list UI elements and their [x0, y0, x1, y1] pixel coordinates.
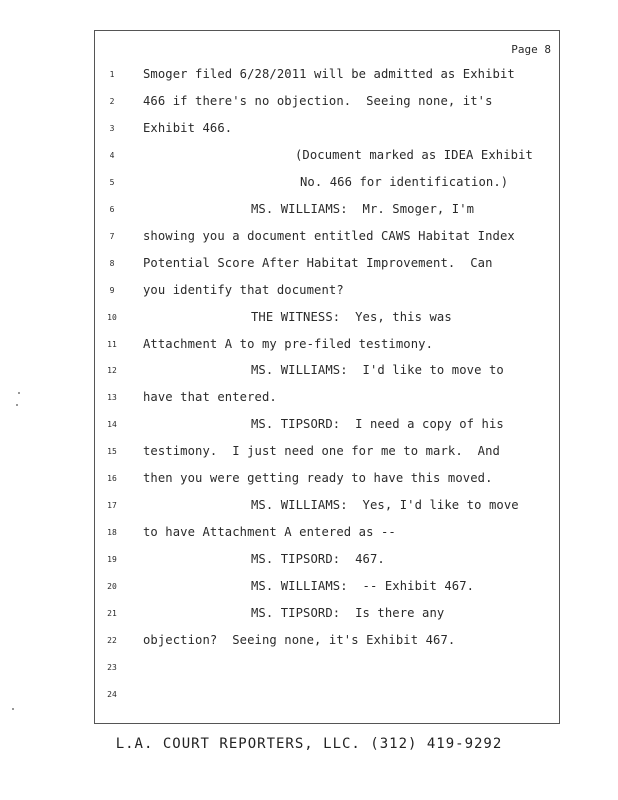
line-number: 6 [109, 204, 115, 214]
line-number: 21 [107, 609, 117, 618]
transcript-line [95, 687, 561, 707]
transcript-line [95, 310, 561, 330]
line-number: 3 [109, 123, 115, 133]
transcript-line [95, 94, 561, 114]
transcript-line [95, 525, 561, 545]
transcript-line [95, 660, 561, 680]
line-text: THE WITNESS: Yes, this was [251, 309, 452, 324]
scan-speck [18, 392, 20, 394]
line-number: 23 [107, 662, 117, 672]
transcript-line [95, 471, 561, 491]
line-number: 19 [107, 555, 117, 565]
line-number: 24 [107, 689, 117, 699]
transcript-line [95, 256, 561, 276]
line-text: testimony. I just need one for me to mark. And [143, 444, 500, 459]
page-number: Page 8 [511, 43, 551, 56]
line-text: objection? Seeing none, it's Exhibit 467. [143, 632, 456, 647]
transcript-line [95, 337, 561, 357]
reporter-footer: L.A. COURT REPORTERS, LLC. (312) 419-9292 [115, 736, 503, 752]
line-text: MS. WILLIAMS: Mr. Smoger, I'm [251, 201, 475, 216]
scan-speck [12, 708, 14, 710]
transcript-line [95, 417, 561, 437]
line-text: MS. WILLIAMS: I'd like to move to [251, 363, 504, 378]
line-text: MS. TIPSORD: Is there any [251, 606, 445, 620]
line-number: 17 [107, 501, 117, 511]
line-number: 18 [107, 528, 117, 538]
line-number: 8 [109, 258, 115, 268]
transcript-line [95, 67, 561, 87]
transcript-line [95, 606, 561, 626]
line-text: Exhibit 466. [143, 120, 233, 135]
transcript-line [95, 444, 561, 464]
transcript-line [95, 175, 561, 195]
line-text: MS. WILLIAMS: -- Exhibit 467. [251, 579, 475, 594]
transcript-line [95, 283, 561, 303]
transcript-line [95, 148, 561, 168]
line-text: (Document marked as IDEA Exhibit [295, 147, 533, 162]
line-number: 1 [109, 70, 115, 79]
line-number: 12 [107, 366, 117, 376]
line-text: have that entered. [143, 390, 277, 405]
line-number: 22 [107, 635, 117, 645]
transcript-line [95, 498, 561, 518]
line-text: you identify that document? [143, 282, 344, 297]
line-number: 2 [109, 96, 115, 106]
transcript-line [95, 579, 561, 599]
transcript-line [95, 229, 561, 249]
line-text: to have Attachment A entered as -- [143, 525, 396, 540]
line-number: 15 [107, 447, 117, 457]
line-text: MS. TIPSORD: 467. [251, 552, 385, 567]
transcript-page [94, 30, 560, 724]
scan-speck [16, 404, 18, 406]
transcript-line [95, 202, 561, 222]
transcript-line [95, 121, 561, 141]
line-number: 16 [107, 474, 117, 484]
transcript-line [95, 363, 561, 383]
line-number: 14 [107, 420, 117, 430]
line-number: 7 [109, 231, 115, 241]
line-number: 11 [107, 339, 117, 349]
line-text: MS. TIPSORD: I need a copy of his [251, 417, 504, 432]
line-text: MS. WILLIAMS: Yes, I'd like to move [251, 498, 519, 513]
transcript-line [95, 390, 561, 410]
line-text: Attachment A to my pre-filed testimony. [143, 336, 434, 351]
transcript-line [95, 552, 561, 572]
transcript-line [95, 633, 561, 653]
line-text: Smoger filed 6/28/2011 will be admitted as Exhibit [143, 67, 515, 81]
line-number: 5 [109, 177, 115, 187]
line-text: 466 if there's no objection. Seeing none, it's [143, 93, 493, 108]
line-number: 10 [107, 312, 117, 322]
line-text: then you were getting ready to have this moved. [143, 471, 493, 486]
line-text: showing you a document entitled CAWS Habitat Index [143, 228, 515, 243]
line-number: 13 [107, 393, 117, 403]
line-text: Potential Score After Habitat Improvement. Can [143, 255, 493, 270]
line-number: 4 [109, 150, 115, 160]
line-number: 20 [107, 582, 117, 592]
line-number: 9 [109, 285, 115, 295]
line-text: No. 466 for identification.) [300, 174, 509, 189]
